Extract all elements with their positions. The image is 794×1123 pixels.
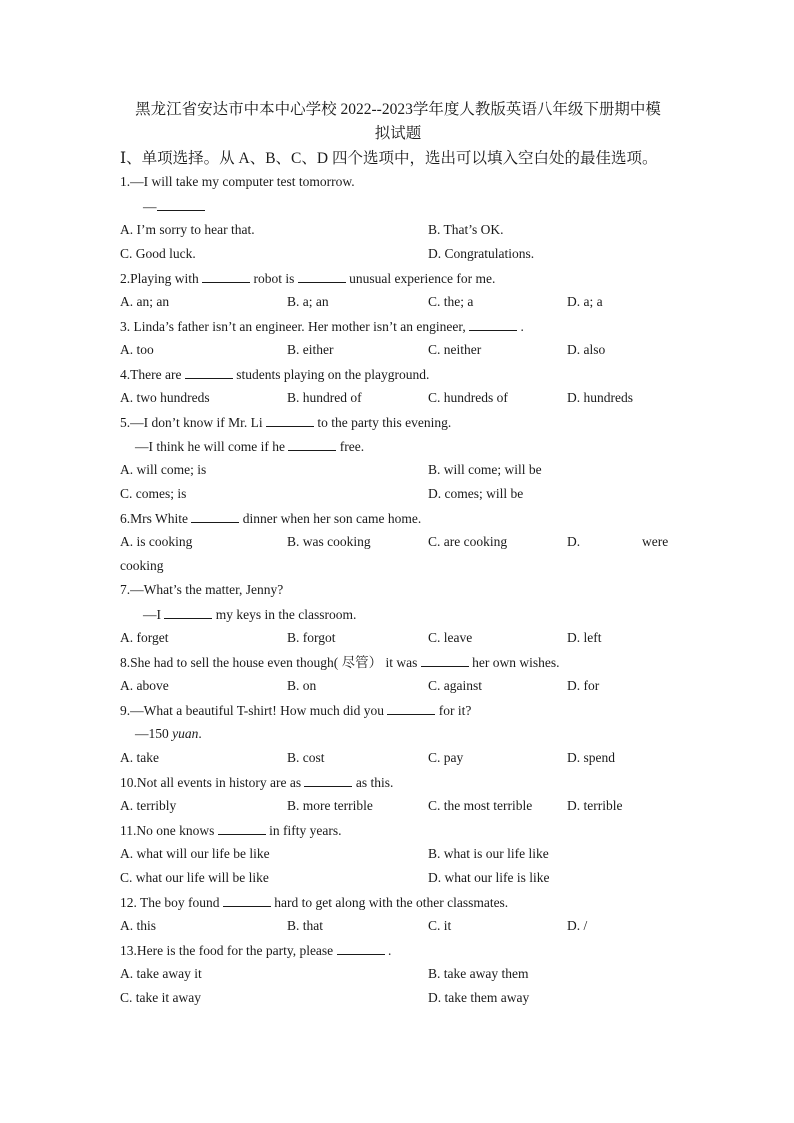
question-1-stem: 1.—I will take my computer test tomorrow. xyxy=(120,174,355,189)
title-line-2: 拟试题 xyxy=(374,125,422,142)
question-6-stem: 6.Mrs White dinner when her son came home. xyxy=(120,508,421,528)
question-7-stem: 7.—What’s the matter, Jenny? xyxy=(120,582,284,597)
q9-option-a: A. take xyxy=(120,750,159,765)
q6-option-a: A. is cooking xyxy=(120,534,193,549)
q4-option-a: A. two hundreds xyxy=(120,390,210,405)
q9-option-c: C. pay xyxy=(428,750,464,765)
q12-option-a: A. this xyxy=(120,918,157,933)
q11-option-c: C. what our life will be like xyxy=(120,870,269,885)
q9-option-b: B. cost xyxy=(287,750,325,765)
q5-option-b: B. will come; will be xyxy=(428,462,542,477)
q2-option-c: C. the; a xyxy=(428,294,474,309)
q8-option-d: D. for xyxy=(567,678,600,693)
q6-option-b: B. was cooking xyxy=(287,534,371,549)
q11-option-b: B. what is our life like xyxy=(428,846,549,861)
q13-option-d: D. take them away xyxy=(428,990,530,1005)
q5-option-d: D. comes; will be xyxy=(428,486,524,501)
q11-option-d: D. what our life is like xyxy=(428,870,550,885)
q6-option-d-word2: cooking xyxy=(120,558,164,573)
q5-option-c: C. comes; is xyxy=(120,486,187,501)
question-1-reply: — xyxy=(143,196,205,216)
q8-option-b: B. on xyxy=(287,678,317,693)
q7-option-b: B. forgot xyxy=(287,630,336,645)
q11-option-a: A. what will our life be like xyxy=(120,846,270,861)
q1-option-a: A. I’m sorry to hear that. xyxy=(120,222,255,237)
q12-option-c: C. it xyxy=(428,918,452,933)
question-4-stem: 4.There are students playing on the playground. xyxy=(120,364,429,384)
q7-option-a: A. forget xyxy=(120,630,169,645)
q4-option-b: B. hundred of xyxy=(287,390,362,405)
q10-option-d: D. terrible xyxy=(567,798,623,813)
question-10-stem: 10.Not all events in history are as as this. xyxy=(120,772,393,792)
question-8-stem: 8.She had to sell the house even though( 尽管） it was her own wishes. xyxy=(120,652,559,672)
q8-option-c: C. against xyxy=(428,678,482,693)
question-12-stem: 12. The boy found hard to get along with the other classmates. xyxy=(120,892,508,912)
question-11-stem: 11.No one knows in fifty years. xyxy=(120,820,341,840)
q13-option-b: B. take away them xyxy=(428,966,529,981)
q10-option-c: C. the most terrible xyxy=(428,798,533,813)
q4-option-c: C. hundreds of xyxy=(428,390,508,405)
q2-option-d: D. a; a xyxy=(567,294,603,309)
question-3-stem: 3. Linda’s father isn’t an engineer. Her mother isn’t an engineer, . xyxy=(120,316,524,336)
q3-option-b: B. either xyxy=(287,342,334,357)
q6-option-d-label: D. xyxy=(567,534,581,549)
q3-option-c: C. neither xyxy=(428,342,482,357)
question-5-stem: 5.—I don’t know if Mr. Li to the party this evening. xyxy=(120,412,451,432)
q1-option-c: C. Good luck. xyxy=(120,246,196,261)
section-heading: Ⅰ、单项选择。从 A、B、C、D 四个选项中，选出可以填入空白处的最佳选项。 xyxy=(120,150,658,167)
q12-option-d: D. / xyxy=(567,918,588,933)
q10-option-a: A. terribly xyxy=(120,798,177,813)
q5-option-a: A. will come; is xyxy=(120,462,207,477)
exam-title xyxy=(118,98,678,146)
question-13-stem: 13.Here is the food for the party, please . xyxy=(120,940,391,960)
title-line-1: 黑龙江省安达市中本中心学校 2022--2023学年度人教版英语八年级下册期中模 xyxy=(135,101,661,118)
question-2-stem: 2.Playing with robot is unusual experience for me. xyxy=(120,268,495,288)
q6-option-c: C. are cooking xyxy=(428,534,508,549)
q4-option-d: D. hundreds xyxy=(567,390,633,405)
q12-option-b: B. that xyxy=(287,918,323,933)
question-9-reply: —150 yuan. xyxy=(135,726,202,741)
question-9-stem: 9.—What a beautiful T-shirt! How much did you for it? xyxy=(120,700,471,720)
q9-option-d: D. spend xyxy=(567,750,615,765)
q1-option-b: B. That’s OK. xyxy=(428,222,504,237)
q13-option-a: A. take away it xyxy=(120,966,202,981)
q2-option-a: A. an; an xyxy=(120,294,170,309)
question-5-reply: —I think he will come if he free. xyxy=(135,436,364,456)
q13-option-c: C. take it away xyxy=(120,990,201,1005)
q6-option-d-word1: were xyxy=(642,534,669,549)
q7-option-c: C. leave xyxy=(428,630,473,645)
q3-option-a: A. too xyxy=(120,342,154,357)
q3-option-d: D. also xyxy=(567,342,606,357)
q8-option-a: A. above xyxy=(120,678,169,693)
question-7-reply: —I my keys in the classroom. xyxy=(143,604,356,624)
q10-option-b: B. more terrible xyxy=(287,798,373,813)
q2-option-b: B. a; an xyxy=(287,294,329,309)
q1-option-d: D. Congratulations. xyxy=(428,246,535,261)
q7-option-d: D. left xyxy=(567,630,602,645)
